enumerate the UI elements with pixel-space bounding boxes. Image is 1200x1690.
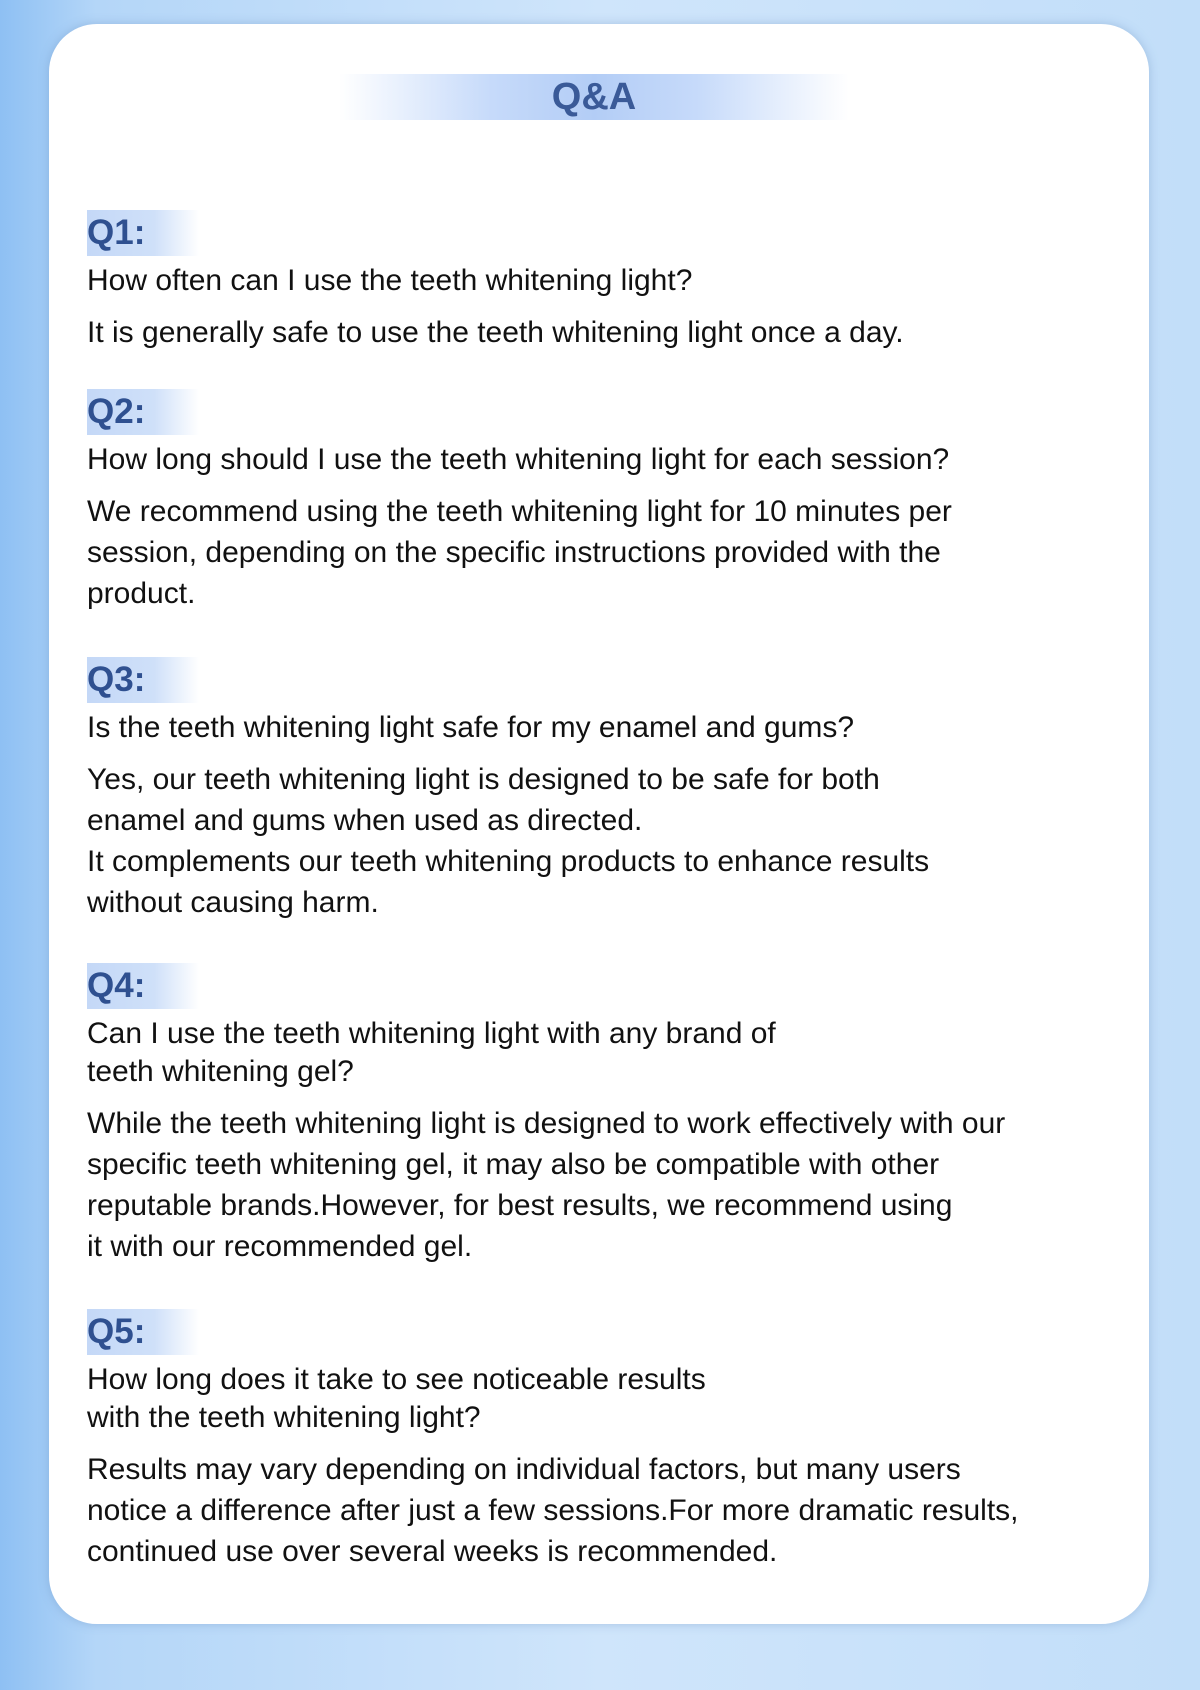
- question-text: Can I use the teeth whitening light with any brand of teeth whitening gel?: [87, 1017, 776, 1088]
- question-text: How long should I use the teeth whitening light for each session?: [87, 443, 950, 476]
- answer-text: We recommend using the teeth whitening light for 10 minutes per session, depending on the specific instructions provided with the product.: [87, 495, 952, 610]
- answer-text: While the teeth whitening light is designed to work effectively with our specific teeth whitening gel, it may also be compatible with other reputable brands.However, for best results, we recommend using it with our recommended gel.: [87, 1107, 1006, 1263]
- qa-card: [49, 24, 1149, 1624]
- question-label: Q5:: [87, 1309, 199, 1355]
- page-title: Q&A: [551, 76, 637, 118]
- question-text: Is the teeth whitening light safe for my enamel and gums?: [87, 711, 855, 744]
- answer-text: Results may vary depending on individual factors, but many users notice a difference after just a few sessions.For more dramatic results, continued use over several weeks is recommended.: [87, 1453, 1019, 1568]
- question-text: How often can I use the teeth whitening light?: [87, 264, 693, 297]
- qa-item-5: [87, 1309, 1137, 1572]
- question-label: Q4:: [87, 963, 199, 1009]
- answer-text: It is generally safe to use the teeth whitening light once a day.: [87, 316, 904, 349]
- qa-item-1: [87, 210, 1137, 353]
- question-text: How long does it take to see noticeable results with the teeth whitening light?: [87, 1363, 706, 1434]
- qa-item-3: [87, 657, 1137, 923]
- qa-item-4: [87, 963, 1137, 1267]
- question-label: Q3:: [87, 657, 199, 703]
- title-banner: [339, 74, 849, 120]
- qa-item-2: [87, 389, 1137, 614]
- answer-text: Yes, our teeth whitening light is designed to be safe for both enamel and gums when used as directed. It complements our teeth whitening products to enhance results without causing harm.: [87, 763, 930, 919]
- question-label: Q2:: [87, 389, 199, 435]
- question-label: Q1:: [87, 210, 199, 256]
